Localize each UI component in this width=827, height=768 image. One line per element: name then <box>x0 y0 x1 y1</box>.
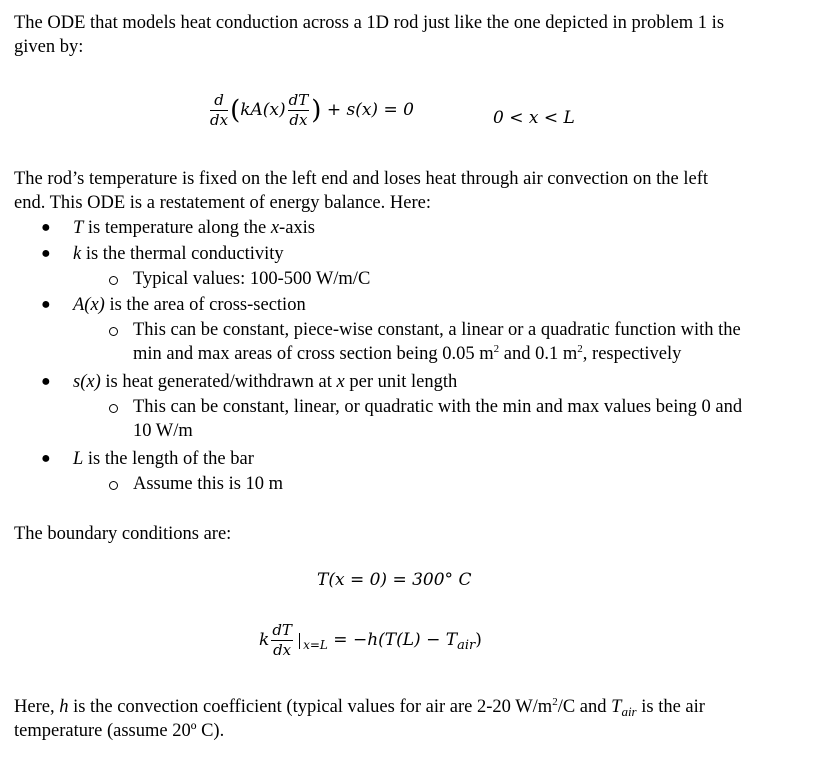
intro-line-1: The ODE that models heat conduction across a 1D rod just like the one depicted in problem 1 is <box>14 13 725 33</box>
ode-domain: 0 < x < L <box>493 108 575 128</box>
ode-dT: dT <box>288 91 309 109</box>
ode-equation: $\frac{d}{dx}$ (kA(x) $\frac{dT}{dx}$ ) + s(x) = 0 <box>210 91 414 129</box>
sub-bullet <box>109 327 118 336</box>
closing-line-2: temperature (assume 20º C). <box>14 721 225 741</box>
ode-d: d <box>210 92 228 111</box>
sub-bullet <box>109 276 118 285</box>
ode-dx: dx <box>210 111 229 129</box>
ode-kA: kA(x) <box>240 100 286 120</box>
bullet-k-sub: Typical values: 100-500 W/m/C <box>133 269 371 289</box>
bullet-L: L is the length of the bar <box>73 449 254 469</box>
bullet-dot: ● <box>41 296 51 313</box>
sub-bullet <box>109 404 118 413</box>
sub-bullet <box>109 481 118 490</box>
bullet-dot: ● <box>41 373 51 390</box>
intro-line-2: given by: <box>14 37 84 57</box>
boundary-condition-1: T(x = 0) = 300° C <box>317 570 472 590</box>
bullet-s-sub-2: 10 W/m <box>133 421 193 441</box>
description-line-2: end. This ODE is a restatement of energy balance. Here: <box>14 193 431 213</box>
closing-line-1: Here, h is the convection coefficient (typical values for air are 2-20 $W/m^2/C$ and $T_{air}$ is the air <box>14 696 705 719</box>
ode-rest: + s(x) = 0 <box>326 100 414 120</box>
bullet-k: k is the thermal conductivity <box>73 244 284 264</box>
bullet-A-sub-2: min and max areas of cross section being 0.05 $m^2$ and 0.1 $m^2$, respectively <box>133 343 682 364</box>
bullet-T: T is temperature along the x-axis <box>73 218 315 238</box>
bullet-dot: ● <box>41 245 51 262</box>
bullet-s: s(x) is heat generated/withdrawn at x per unit length <box>73 372 458 392</box>
bullet-A-sub-1: This can be constant, piece-wise constant, a linear or a quadratic function with the <box>133 320 741 340</box>
bullet-dot: ● <box>41 219 51 236</box>
boundary-condition-2: k $\frac{dT}{dx}$ $_{x=L} = -h(T(L) - T_{air})$ <box>259 621 482 659</box>
bullet-dot: ● <box>41 450 51 467</box>
bullet-L-sub: Assume this is 10 m <box>133 474 284 494</box>
bullet-s-sub-1: This can be constant, linear, or quadratic with the min and max values being 0 and <box>133 397 743 417</box>
description-line-1: The rod’s temperature is fixed on the left end and loses heat through air convection on the left <box>14 169 709 189</box>
boundary-heading: The boundary conditions are: <box>14 524 232 544</box>
bullet-A: A(x) is the area of cross-section <box>73 295 306 315</box>
ode-dx2: dx <box>289 111 308 129</box>
